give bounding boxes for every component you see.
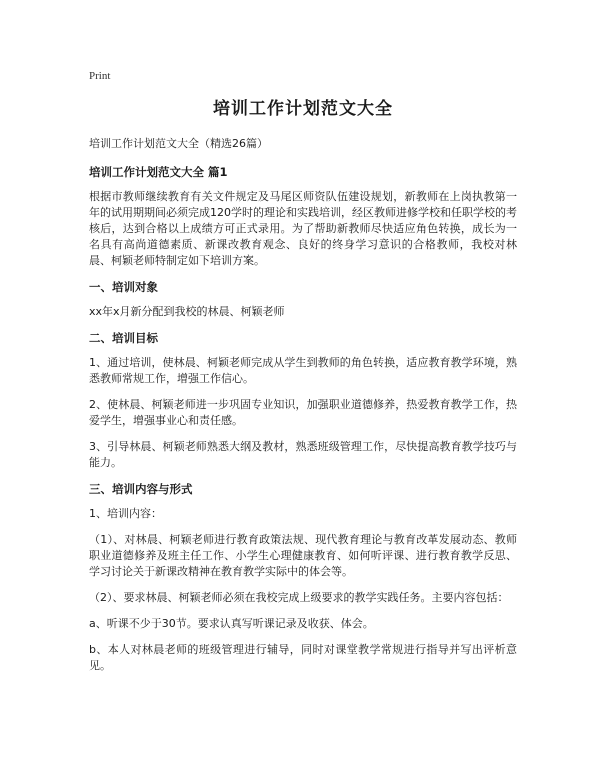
print-link[interactable]: Print	[89, 70, 111, 82]
content-item: （1）、对林晨、柯颖老师进行教育政策法规、现代教育理论与教育改革发展动态、教师职业道德修养及班主任工作、小学生心理健康教育、如何听评课、进行教育教学反思、学习讨论关于新课改精神在教育教学实际中的体会等。	[89, 533, 517, 578]
section-title: 培训工作计划范文大全 篇1	[89, 165, 228, 179]
document-body	[89, 98, 517, 684]
intro-paragraph: 根据市教师继续教育有关文件规定及马尾区师资队伍建设规划，新教师在上岗执教第一年的试用期期间必须完成120学时的理论和实践培训，经区教师进修学校和任职学校的考核后，达到合格以上成绩方可正式录用。为了帮助新教师尽快适应角色转换，成长为一名具有高尚道德素质、新课改教育观念、良好的终身学习意识的合格教师，我校对林晨、柯颖老师特制定如下培训方案。	[89, 190, 517, 267]
content-item: （2）、要求林晨、柯颖老师必须在我校完成上级要求的教学实践任务。主要内容包括：	[89, 591, 509, 604]
content-item: a、听课不少于30节。要求认真写听课记录及收获、体会。	[89, 617, 374, 630]
training-target-text: xx年x月新分配到我校的林晨、柯颖老师	[89, 305, 285, 318]
content-item: b、本人对林晨老师的班级管理进行辅导，同时对课堂教学常规进行指导并写出评析意见。	[89, 643, 517, 672]
content-label: 1、培训内容：	[89, 507, 162, 520]
heading-training-target: 一、培训对象	[89, 280, 158, 294]
goal-item: 3、引导林晨、柯颖老师熟悉大纲及教材，熟悉班级管理工作，尽快提高教育教学技巧与能力。	[89, 440, 517, 469]
goal-item: 2、使林晨、柯颖老师进一步巩固专业知识，加强职业道德修养，热爱教育教学工作，热爱学生，增强事业心和责任感。	[89, 398, 517, 427]
heading-training-goals: 二、培训目标	[89, 331, 158, 345]
heading-training-content: 三、培训内容与形式	[89, 482, 193, 496]
document-subtitle: 培训工作计划范文大全（精选26篇）	[89, 137, 268, 150]
goal-item: 1、通过培训，使林晨、柯颖老师完成从学生到教师的角色转换，适应教育教学环境，熟悉教师常规工作，增强工作信心。	[89, 356, 517, 385]
document-title: 培训工作计划范文大全	[213, 99, 393, 119]
